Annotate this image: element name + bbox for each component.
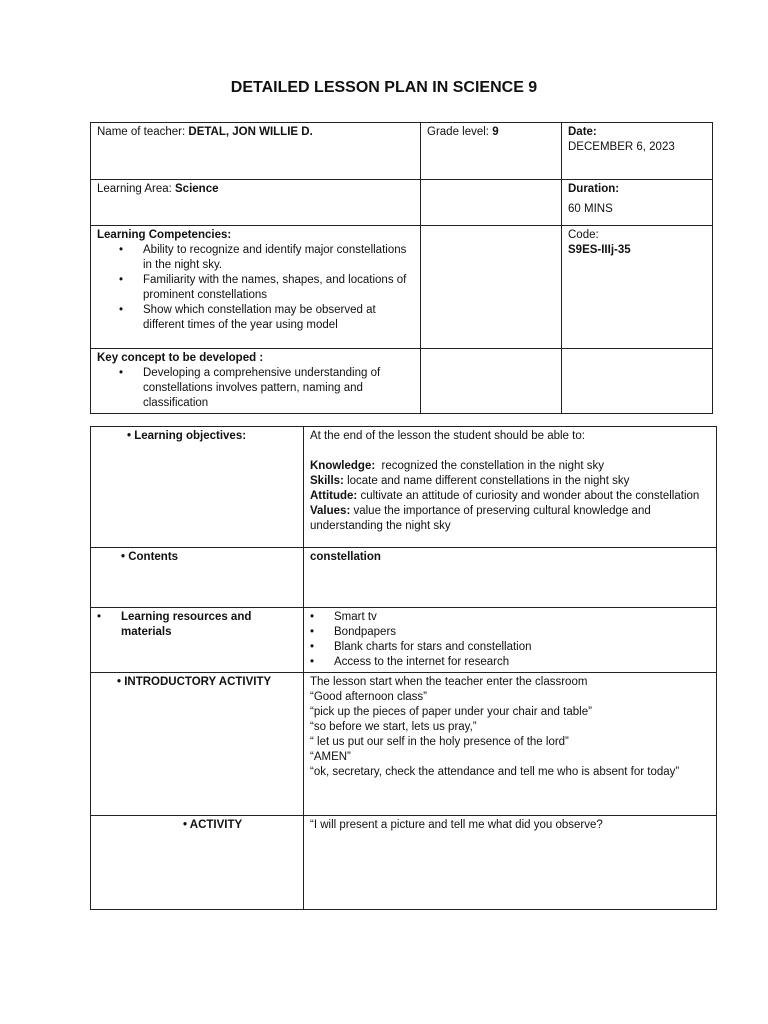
date-value: DECEMBER 6, 2023: [568, 141, 675, 153]
teacher-label: Name of teacher:: [97, 126, 189, 138]
contents-value: constellation: [310, 551, 381, 563]
contents-label: • Contents: [121, 551, 179, 563]
contents-label-cell: [91, 548, 304, 608]
intro-line: “AMEN”: [310, 751, 351, 763]
intro-line: “pick up the pieces of paper under your chair and table”: [310, 706, 592, 718]
duration-label: Duration:: [568, 183, 620, 195]
objectives-label-cell: [91, 427, 304, 548]
list-item: • Bondpapers: [334, 625, 710, 640]
objectives-cell: [304, 427, 717, 548]
empty-cell: [421, 349, 562, 414]
code-cell: [562, 226, 713, 349]
knowledge-label: Knowledge:: [310, 460, 376, 472]
empty-cell: [562, 349, 713, 414]
competencies-label: Learning Competencies:: [97, 229, 232, 241]
resources-label-list: [97, 610, 297, 640]
date-cell: [562, 123, 713, 180]
skills-text: locate and name different constellations in the night sky: [343, 475, 630, 487]
attitude-text: cultivate an attitude of curiosity and wonder about the constellation: [357, 490, 700, 502]
area-cell: [91, 180, 421, 226]
plan-table: [90, 426, 717, 910]
objectives-label: • Learning objectives:: [127, 430, 247, 442]
list-item: • Show which constellation may be observed at different times of the year using model: [143, 303, 414, 333]
intro-line: “ let us put our self in the holy presence of the lord”: [310, 736, 569, 748]
knowledge-text: recognized the constellation in the night sky: [375, 460, 605, 472]
contents-cell: [304, 548, 717, 608]
duration-value: 60 MINS: [568, 203, 613, 215]
attitude-label: Attitude:: [310, 490, 358, 502]
area-label: Learning Area:: [97, 183, 176, 195]
list-item: • Familiarity with the names, shapes, and locations of prominent constellations: [143, 273, 414, 303]
list-item: • Blank charts for stars and constellation: [334, 640, 710, 655]
empty-cell: [421, 226, 562, 349]
key-concept-cell: [91, 349, 421, 414]
intro-line: “so before we start, lets us pray,”: [310, 721, 477, 733]
intro-label: • INTRODUCTORY ACTIVITY: [117, 676, 272, 688]
code-value: S9ES-IIIj-35: [568, 244, 631, 256]
grade-label: Grade level:: [427, 126, 493, 138]
grade-value: 9: [492, 126, 499, 138]
objectives-intro: At the end of the lesson the student should be able to:: [310, 430, 585, 442]
competencies-list: [97, 243, 414, 333]
area-value: Science: [175, 183, 219, 195]
list-item: • Smart tv: [334, 610, 710, 625]
resources-label: Learning resources and materials: [121, 611, 252, 638]
teacher-cell: [91, 123, 421, 180]
empty-cell: [421, 180, 562, 226]
activity-label-cell: [91, 816, 304, 910]
date-label: Date:: [568, 126, 597, 138]
list-item: • Ability to recognize and identify major constellations in the night sky.: [143, 243, 414, 273]
header-table: [90, 122, 713, 414]
list-item: • Access to the internet for research: [334, 655, 710, 670]
intro-cell: [304, 673, 717, 816]
teacher-value: DETAL, JON WILLIE D.: [188, 126, 313, 138]
values-text: value the importance of preserving cultural knowledge and understanding the night sky: [310, 505, 651, 532]
intro-line: “Good afternoon class”: [310, 691, 427, 703]
competencies-cell: [91, 226, 421, 349]
resources-label-cell: [91, 608, 304, 673]
activity-label: • ACTIVITY: [183, 819, 243, 831]
intro-line: The lesson start when the teacher enter the classroom: [310, 676, 588, 688]
activity-text: “I will present a picture and tell me what did you observe?: [310, 819, 603, 831]
values-label: Values:: [310, 505, 351, 517]
intro-line: “ok, secretary, check the attendance and tell me who is absent for today”: [310, 766, 680, 778]
key-concept-label: Key concept to be developed :: [97, 352, 264, 364]
duration-cell: [562, 180, 713, 226]
code-label: Code:: [568, 229, 599, 241]
skills-label: Skills:: [310, 475, 344, 487]
activity-cell: [304, 816, 717, 910]
grade-cell: [421, 123, 562, 180]
page-title: DETAILED LESSON PLAN IN SCIENCE 9: [230, 79, 538, 96]
resources-cell: [304, 608, 717, 673]
list-item: • Developing a comprehensive understanding of constellations involves pattern, naming and classification: [143, 366, 414, 411]
intro-label-cell: [91, 673, 304, 816]
resources-list: [310, 610, 710, 670]
key-concept-list: [97, 366, 414, 411]
